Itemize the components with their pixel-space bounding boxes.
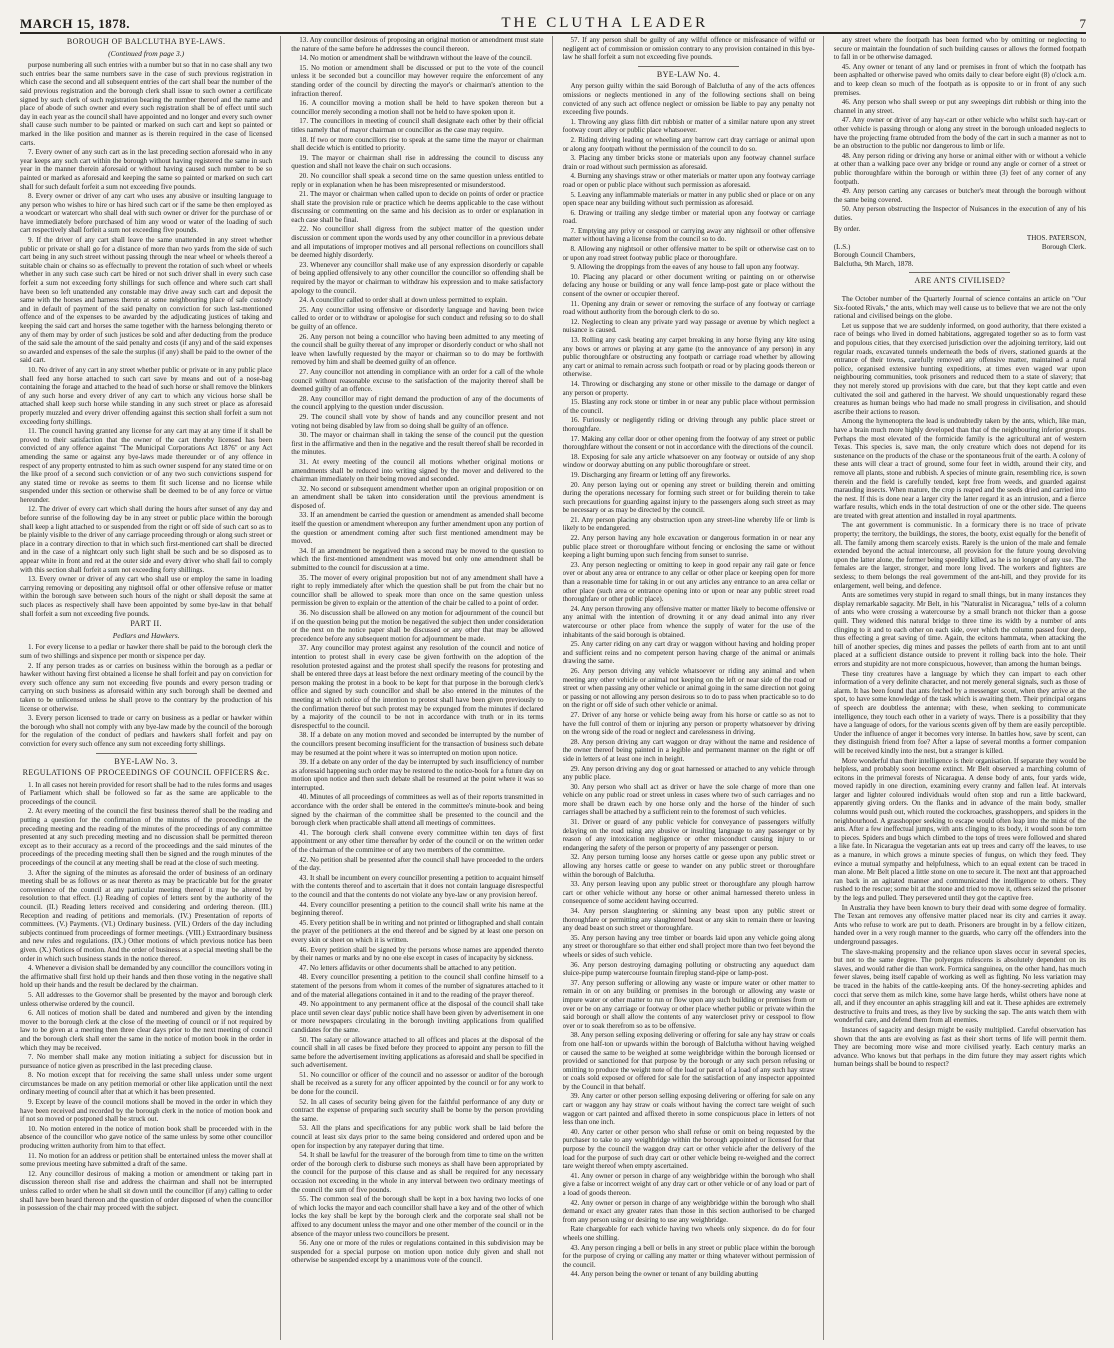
- paragraph: 33. Any person leaving upon any public street or thoroughfare any plough harrow cart or other vehicle without any horse or other animal harnessed thereto unless in consequence of some accident having occurred.: [562, 880, 815, 906]
- paragraph: 21. Any person placing any obstruction upon any street-line whereby life or limb is likely to be endangered.: [562, 515, 815, 533]
- paragraph: 1. Throwing any glass filth dirt rubbish or matter of a similar nature upon any street footway court alley or public place whatsoever.: [562, 117, 815, 135]
- paragraph: 19. The mayor or chairman shall rise in addressing the council to discuss any question and shall not leave the chair on such occasions.: [291, 153, 544, 171]
- paragraph: 3. After the signing of the minutes as aforesaid the order of business of an ordinary meeting shall be as follows or as near thereto as may be practicable but for the greater convenience of the council at any particular meeting thereof it may be altered by resolution to that effect. (I.) Reading of copies of letters sent by the authority of the council. (II.) Reading letters received and considering and ordering thereon. (III.) Reception and reading of petitions and memorials. (IV.) Presentation of reports of committees. (V.) Payments. (VI.) Ordinary business. (VII.) Orders of the day including subjects continued from proceedings of former meetings. (VIII.) Extraordinary business and new rules and regulations. (IX.) Other motions of which previous notice has been given. (X.) Notices of motion. And the order of business at a special meeting shall be the order in which such business stands in the notice thereof.: [20, 868, 273, 963]
- article-title: ARE ANTS CIVILISED?: [914, 276, 1006, 286]
- bylaws-heading: BOROUGH OF BALCLUTHA BYE-LAWS.: [66, 37, 226, 46]
- paragraph: 34. If an amendment be negatived then a second may be moved to the question to which the first-mentioned amendment was moved but only one amendment shall be submitted to the council for discussion at a time.: [291, 546, 544, 573]
- signatory: THOS. PATERSON,: [1026, 234, 1086, 243]
- paragraph: 18. Exposing for sale any article whatsoever on any footway or outside of any shop window or doorway abutting on any public thoroughfare or street.: [562, 452, 815, 470]
- paragraph: 10. No motion entered in the notice of motion book shall be proceeded with in the absence of the councillor who gave notice of the same unless by some other councillor producing written authority from him to that effect.: [20, 1124, 273, 1151]
- paragraph: 19. Discharging any firearm or letting off any fireworks.: [570, 470, 731, 479]
- paragraph: 4. Burning any shavings straw or other materials or matter upon any footway carriage road or open or public place without such permission as aforesaid.: [562, 172, 815, 189]
- paragraph: 5. All addresses to the Governor shall be presented by the mayor and borough clerk unless otherwise ordered by the council.: [20, 990, 273, 1008]
- paragraph: 46. Any person who shall sweep or put any sweepings dirt rubbish or thing into the channel in any street.: [833, 98, 1086, 115]
- paragraph: 3. Every person licensed to trade or carry on business as a pedlar or hawker within the borough who shall not comply with any bye-law made by the council of the borough for the regulation of the conduct of pedlars and hawkers shall forfeit and pay on conviction for every such offence any sum not exceeding forty shillings.: [20, 714, 273, 748]
- paragraph: 36. Any person destroying damaging polluting or obstructing any aqueduct dam sluice-pipe pump watercourse fountain fireplug stand-pipe or lamp-post.: [562, 960, 815, 978]
- paragraph: 12. Neglecting to clean any private yard way passage or avenue by which neglect a nuisance is caused.: [562, 317, 815, 335]
- paragraph: 46. Every petition shall be signed by the persons whose names are appended thereto by their names or marks and by no one else except in cases of incapacity by sickness.: [291, 945, 544, 963]
- paragraph: 17. The councillors in meeting of council shall designate each other by their official titles namely that of mayor chairman or councillor as the case may require.: [291, 117, 544, 134]
- paragraph: 31. Driver or guard of any public vehicle for conveyance of passengers wilfully delaying on the road using any abusive or insulting language to any passenger or by reason of any intoxication negligence or other misconduct causing injury to or endangering the safety of the person or property of any passenger or person.: [562, 818, 815, 852]
- part2-body: [20, 643, 272, 748]
- paragraph: Rate chargeable for each vehicle having two wheels only sixpence. do do for four wheels one shilling.: [562, 1225, 815, 1242]
- paragraph: 55. The common seal of the borough shall be kept in a box having two locks of one of which locks the mayor and each councillor shall have a key and of the other of which locks the key shall be kept by the borough clerk and the corporate seal shall not be affixed to any document unless the mayor and one other member of the council or in the absence of the mayor unless two councillors be present.: [291, 1195, 544, 1238]
- paragraph: 9. Except by leave of the council motions shall be moved in the order in which they have been received and recorded by the borough clerk in the notice of motion book and if not so moved or postponed shall be struck out.: [20, 1098, 273, 1124]
- paragraph: 13. Rolling any cask beating any carpet breaking in any horse flying any kite using any bows or arrows or playing at any game (to the annoyance of any person) in any public thoroughfare or obstructing any footpath or carriage road whether by allowing any cart or animal to remain across such footpath or road or by placing goods thereon or otherwise.: [562, 336, 815, 379]
- paragraph: 31. At every meeting of the council all motions whether original motions or amendments shall be reduced into writing signed by the mover and delivered to the chairman immediately on their being moved and seconded.: [291, 457, 544, 484]
- paragraph: 23. Whenever any councillor shall make use of any expression disorderly or capable of being applied offensively to any other councillor the councillor so offending shall be required by the mayor or chairman to withdraw his expression and to make satisfactory apology to the council.: [291, 260, 544, 295]
- paragraph: These tiny creatures have a language by which they can impart to each other information of a very definite character, and not merely general signals, such as those of alarm. It has been found that ants fetched by a messenger scout, when they arrive at the spot, to have some knowledge of the task which is awaiting them. Their principal organs of speech are doubtless the antennæ; with these, when seeking to communicate intelligence, they touch each other in a variety of ways. There is a possibility that they have a language of odors, for the various scents given off by them are easily perceptible. Under the influence of anger it becomes very intense. In battles how, save by scent, can they distinguish friend from foe? After a lapse of several months a former companion will be received kindly into the nest, but a stranger is killed.: [833, 669, 1086, 755]
- paragraph: 8. No motion except that for receiving the same shall unless under some urgent circumstances be made on any petition memorial or other like application until the next ordinary meeting of council after that at which it has been presented.: [20, 1071, 273, 1097]
- paragraph: 35. The mover of every original proposition but not of any amendment shall have a right to reply immediately after which the question shall be put from the chair but no councillor shall be allowed to speak more than once on the same question unless permission be given to explain or the attention of the chair be called to a point of order.: [291, 573, 544, 608]
- paragraph: 7. No member shall make any motion initiating a subject for discussion but in pursuance of notice given as prescribed in the last preceding clause.: [20, 1053, 273, 1070]
- paragraph: 39. Any carter or other person selling exposing delivering or offering for sale on any cart or waggon any hay straw or coals without having the correct tare weight of such waggon or cart painted and affixed thereto in some conspicuous place in letters of not less than one inch.: [562, 1092, 815, 1127]
- article-body: [834, 295, 1086, 1069]
- paragraph: 38. If a debate on any motion moved and seconded be interrupted by the number of the councillors present becoming insufficient for the transaction of business such debate may be resumed at the point where it was so interrupted on motion upon notice.: [291, 731, 544, 757]
- paragraph: 49. No appointment to any permanent office at the disposal of the council shall take place until seven clear days' public notice shall have been given by advertisement in one or more newspapers circulating in the borough inviting applications from qualified candidates for the same.: [291, 1000, 544, 1034]
- paragraph: 18. If two or more councillors rise to speak at the same time the mayor or chairman shall decide which is entitled to priority.: [291, 135, 544, 153]
- paragraph: 3. Placing any timber bricks stone or materials upon any footway channel surface drain or road without such permission as aforesaid.: [562, 154, 815, 171]
- paragraph: 47. Any owner or driver of any hay-cart or other vehicle who whilst such hay-cart or other vehicle is passing through or along any street in the borough unloaded neglects to have the projecting frame obtruded from the body of the cart in such a manner as not to be an obstruction to the public nor dangerous to limb or life.: [833, 116, 1086, 151]
- paragraph: 25. Any councillor using offensive or disorderly language and having been twice called to order or to withdraw or apologise for such conduct and refusing so to do shall be guilty of an offence.: [291, 305, 544, 331]
- paragraph: 8. Allowing any nightsoil or other offensive matter to be spilt or otherwise cast on to or upon any road street footway public place or thoroughfare.: [562, 245, 815, 262]
- paragraph: 44. Every councillor presenting a petition to the council shall write his name at the beginning thereof.: [291, 900, 544, 918]
- paragraph: 7. Emptying any privy or cesspool or carrying away any nightsoil or other offensive matter without having a license from the council so to do.: [562, 226, 815, 244]
- paragraph: The slave-making propensity and the reliance upon slaves occur in several species, but not to the same degree. The polyergus rufescens is absolutely dependent on its slaves, and would rather die than work. Formica sanguinea, on the other hand, has much fewer slaves, being itself capable of working as well as fighting. No less variation may be traced in the habits of the cattle-keeping ants. Of the honey-secreting aphides and cocci that serve them as milch kine, some have large herds, whilst others have none at all, and if they encounter an aphis straggling kill and eat it. These aphides are extremely destructive to fruits and trees, as they live by sucking the sap. The ants watch them with wonderful care, and defend them from all enemies.: [833, 947, 1086, 1025]
- paragraph: 43. Any person ringing a bell or bells in any street or public place within the borough for the purpose of crying or calling any matter or thing whatever without permission of the council.: [562, 1243, 815, 1269]
- masthead: [20, 6, 1086, 34]
- paragraph: 25. Any carter riding on any cart dray or waggon without having and holding proper and sufficient reins and no competent person having charge of the animal or animals drawing the same.: [562, 640, 815, 666]
- paragraph: 9. Allowing the droppings from the eaves of any house to fall upon any footway.: [570, 263, 799, 272]
- paragraph: 1. In all cases not herein provided for resort shall be had to the rules forms and usages of Parliament which shall be followed so far as the same are applicable to the proceedings of the council.: [20, 780, 273, 806]
- paragraph: 12. The driver of every cart which shall during the hours after sunset of any day and before sunrise of the following day be in any street or public place within the borough shall keep a light attached to or suspended from the right or off side of such cart so as to be plainly visible to the driver of any carriage proceeding through or along such street or place in a contrary direction to that in which such first-mentioned cart shall be directed and in the case of a nightcart only such light shall be such and be so disposed as to appear white in front and red at the outer side and every driver who shall fail to comply with this section shall forfeit a sum not exceeding forty shillings.: [20, 505, 273, 574]
- paragraph: 40. Minutes of all proceedings of committees as well as of their reports transmitted in accordance with the order shall be entered in the committee's minute-book and being signed by the chairman of the committee shall be presented to the council and the borough clerk when practicable shall attend all meetings of committees.: [291, 793, 544, 828]
- paragraph: 9. If the driver of any cart shall leave the same unattended in any street whether public or private or shall go for a distance of more than two yards from the side of such cart being in any such street without passing through the near wheel or wheels thereof a suitable chain or chains so as effectually to prevent the rotation of such wheel or wheels whether in any such case such cart be hired or not such driver shall in every such case forfeit a sum not exceeding forty shillings for such offence and where such cart shall have been so left unattended any constable may drive away such cart and deposit the same with the horses and harness thereto at some neighbouring place of safe custody and in default of payment of the said penalty on conviction for such last-mentioned offence and of the expenses to be awarded by the adjudicating justices of taking and keeping the said cart and horses the same together with the harness belonging thereto or any of them may by order of such justices be sold and after deducting from the produce of the said sale the amount of the said penalty and costs (if any) and of the said expenses so awarded and expenses of the sale the surplus (if any) shall be paid to the owner of the said cart.: [20, 236, 273, 365]
- paragraph: 51. No councillor or officer of the council and no assessor or auditor of the borough shall be received as a surety for any officer appointed by the council or for any work to be done for the council.: [291, 1070, 544, 1097]
- paragraph: 28. Any councillor may of right demand the production of any of the documents of the council applying to the question under discussion.: [291, 394, 544, 412]
- part2-heading: PART II.: [130, 619, 162, 629]
- paragraph: 37. Any councillor may protest against any resolution of the council and notice of intention to protest shall in every case be given forthwith on the adoption of the resolution protested against and the protest shall specify the reasons for protesting and shall be entered three days at least before the next ordinary meeting of the council by the person making the protest in a book to be kept for that purpose in the borough clerk's office and signed by such councillor and shall be also entered in the minutes of the meeting at which notice of the intention to protest shall have been given previously to the confirmation thereof but such protest may be expunged from the minutes if declared by a majority of the council to be not in accordance with truth or in its terms disrespectful to the council.: [291, 644, 544, 730]
- paragraph: 45. Every petition shall be in writing and not printed or lithographed and shall contain the prayer of the petitioners at the end thereof and be signed by at least one person on every skin or sheet on which it is written.: [291, 918, 544, 944]
- paragraph: 29. Any person driving any dog or goat harnessed or attached to any vehicle through any public place.: [562, 764, 815, 782]
- paragraph: 6. All notices of motion shall be dated and numbered and given by the intending mover to the borough clerk at the close of the meeting of council or if not required by law to be given at a meeting then three clear days prior to the next meeting of council and the borough clerk shall enter the same in the notice of motion book in the order in which they may be received.: [20, 1009, 273, 1052]
- paragraph: 49. Any person carting any carcases or butcher's meat through the borough without the same being covered.: [833, 187, 1086, 204]
- seal-mark: (L.S.): [833, 242, 851, 251]
- bylaw4-body-continued: [834, 36, 1086, 222]
- paragraph: 11. No motion for an address or petition shall be entertained unless the mover shall at some previous meeting have submitted a draft of the same.: [20, 1151, 273, 1169]
- continued-note: (Continued from page 3.): [108, 48, 185, 58]
- paragraph: purpose numbering all such entries with a number but so that in no case shall any two such entries bear the same numbers save in the case of such previous registration in which case the second and all subsequent entries of the cart shall bear the number of the said previous registration and the borough clerk shall issue to such owner a certificate signed by such clerk of such registration bearing the number thereof and the name and place of abode of such owner and every such registration shall be of effect until such day in each year as the council shall have appointed and no longer and every such owner shall cause such number to be painted or marked on such cart and kept so painted or marked in the like position and manner as is therein required in the case of licensed carts.: [20, 61, 273, 147]
- paragraph: 13. Every owner or driver of any cart who shall use or employ the same in loading carrying removing or depositing any nightsoil offal or other offensive refuse or matter within the borough save between such hours of the night or shall deposit the same at such places as respectively shall have been appointed by some bye-law in that behalf shall forfeit a sum not exceeding five pounds.: [20, 575, 273, 618]
- paragraph: 16. A councillor moving a motion shall be held to have spoken thereon but a councillor merely seconding a motion shall not be held to have spoken upon it.: [291, 99, 544, 116]
- paragraph: 50. Any person obstructing the Inspector of Nuisances in the execution of any of his duties.: [833, 205, 1086, 222]
- paragraph: 22. No councillor shall digress from the subject matter of the question under discussion or comment upon the words used by any other councillor in a previous debate and all imputations of improper motives and all personal reflections on councillors shall be deemed highly disorderly.: [291, 225, 544, 260]
- column-4: [834, 36, 1086, 1340]
- paragraph: 20. No councillor shall speak a second time on the same question unless entitled to reply or in explanation when he has been misrepresented or misunderstood.: [291, 171, 544, 189]
- paragraph: 22. Any person having any hole excavation or dangerous formation in or near any public place street or thoroughfare without fencing or enclosing the same or without keeping a light burning upon such fencing from sunset to sunrise.: [562, 534, 815, 560]
- paragraph: 11. The council having granted any license for any cart may at any time if it shall be proved to their satisfaction that the owner of the cart thereby licensed has been convicted of any offence against "The Municipal Corporations Act 1876" or any Act amending the same or against any bye-laws made thereunder or of any offence in respect of any property entrusted to him as such owner suspend for any stated time or on the like proof of a second such conviction or of any two such convictions suspend for any stated time or revoke as seems to them fit such license and no license while suspended under this section or otherwise shall be deemed to be of any force or virtue hereunder.: [20, 427, 273, 504]
- paragraph: 41. The borough clerk shall convene every committee within ten days of first appointment or any other time thereafter by order of the council or on the written order of the chairman of the committee or of any two members of the committee.: [291, 828, 544, 855]
- paragraph: Let us suppose that we are suddenly informed, on good authority, that there existed a race of beings who lived in domed habitations, aggregated together so as to form vast and populous cities, that they exercised jurisdiction over the adjoining territory, laid out regular roads, excavated tunnels underneath the beds of rivers, stationed guards at the entrance of their towns, carefully removed any offensive matter, maintained a rural police, organised extensive hunting expeditions, at times even waged war upon neighbouring communities, took prisoners and reduced them to a state of slavery; that they not merely stored up provisions with due care, but that they kept cattle and even cultivated the soil and gathered in the harvest. We should unquestionably regard these creatures as human beings who had made no small progress in civilisation, and should ascribe their actions to reason.: [833, 321, 1086, 416]
- signature-block: [834, 225, 1086, 268]
- paragraph: 24. Any person throwing any offensive matter or matter likely to become offensive or any animal with the intention of drowning it or any dead animal into any river watercourse or other place from whence the supply of water for the use of the inhabitants of the said borough is obtained.: [562, 604, 815, 639]
- paragraph: 32. Any person turning loose any horses cattle or geese upon any public street or allowing any horses cattle or geese to wander on any public street or thoroughfare within the borough of Balclutha.: [562, 853, 815, 879]
- paragraph: 26. Any person not being a councillor who having been admitted to any meeting of the council shall be guilty thereat of any improper or disorderly conduct or who shall not leave when lawfully requested by the mayor or chairman so to do may be forthwith removed by him and shall be deemed guilty of an offence.: [291, 332, 544, 367]
- paragraph: 29. The council shall vote by show of hands and any councillor present and not voting not being disabled by law from so doing shall be guilty of an offence.: [291, 412, 544, 430]
- paragraph: 13. Any councillor desirous of proposing an original motion or amendment must state the nature of the same before he addresses the council thereon.: [291, 36, 544, 53]
- divider: [638, 66, 739, 67]
- paragraph: 50. The salary or allowance attached to all offices and places at the disposal of the council shall in all cases be fixed before they proceed to appoint any person to fill the same before the advertisement inviting applications as aforesaid and shall be specified in such advertisement.: [291, 1035, 544, 1070]
- bylaw3-body-continued: [291, 36, 543, 1265]
- divider: [96, 753, 197, 754]
- column-3: [563, 36, 824, 1340]
- paragraph: 2. At every meeting of the council the first business thereof shall be the reading and putting a question for the confirmation of the minutes of the proceedings at the preceding meeting and the reading of the minutes of the proceedings of any committee presented at any such preceding meeting and no discussion shall be permitted thereon except as to their accuracy as a record of the proceedings and the said minutes of the proceedings of the preceding meeting shall then be signed and the rough minutes of the proceedings of the council at any meeting shall be read at the close of such meeting.: [20, 807, 273, 868]
- paragraph: 10. No driver of any cart in any street whether public or private or in any public place shall feed any horse attached to such cart save by means and out of a nose-bag containing the forage and attached to the head of such horse or shall remove the blinkers of any such horse and every driver of any cart to which any vicious horse shall be attached shall keep such horse while standing in any such street or place as aforesaid properly muzzled and every driver offending against this section shall forfeit a sum not exceeding forty shillings.: [20, 365, 273, 426]
- paragraph: 27. Driver of any horse or vehicle being away from his horse or cattle so as not to have the full control of them or injuring any person or property whatsoever by driving on the wrong side of the road or neglect and carelessness in driving.: [562, 710, 815, 737]
- paragraph: 34. Any person slaughtering or skinning any beast upon any public street or thoroughfare or permitting any slaughtered beast or any skin to remain there or leaving any dead beast on such street or thoroughfare.: [562, 907, 815, 933]
- paragraph: 43. It shall be incumbent on every councillor presenting a petition to acquaint himself with the contents thereof and to ascertain that it does not contain language disrespectful to the council and that the contents do not violate any bye-law or any provision hereof.: [291, 873, 544, 899]
- column-1: [20, 36, 281, 1340]
- paragraph: 32. No second or subsequent amendment whether upon an original proposition or on an amendment shall be taken into consideration until the previous amendment is disposed of.: [291, 484, 544, 510]
- paragraph: Among the hymenoptera the lead is undoubtedly taken by the ants, which, like man, have a brain much more highly developed than that of the neighbouring inferior groups. Perhaps the most elevated of the formicide family is the agricultural ant of western Texas. This species is, save man, the only creature which does not depend for its sustenance on the products of the chase or the spontaneous fruit of the earth. A colony of these ants will clear a tract of ground, some four feet in width, around their city, and remove all plants, stone and rubbish. A species of minute grain, resembling rice, is sown therein and the field is carefully tended, kept free from weeds, and guarded against marauding insects. When mature, the crop is reaped and the seeds dried and carried into the nest. If this is done near a larger city the latter regard it as an intrusion, and a fierce warfare results, which ends in the total destruction of one or the other side. The queens are treated with great attention and installed in royal apartments.: [833, 417, 1086, 520]
- paragraph: 7. Every owner of any such cart as in the last preceding section aforesaid who in any year keeps any such cart within the borough without having registered the same in such year in the manner therein aforesaid or without having caused such number to be so painted or marked as aforesaid and keeping the same so painted or marked on such cart shall for such default forfeit a sum not exceeding five pounds.: [20, 148, 273, 191]
- paragraph: 14. No motion or amendment shall be withdrawn without the leave of the council.: [299, 54, 532, 63]
- columns: [20, 36, 1086, 1340]
- paragraph: 39. If a debate on any order of the day be interrupted by such insufficiency of number as aforesaid happening such order may be restored to the notice-book for a future day on motion upon notice and then such debate shall be resumed at the point where it was so interrupted.: [291, 758, 544, 792]
- bylaw4-heading: BYE-LAW No. 4.: [656, 69, 721, 79]
- bylaw4-body: [563, 82, 815, 1279]
- divider: [909, 290, 1010, 291]
- paragraph: 10. Placing any placard or other document writing or painting on or otherwise defacing any house or building or any wall fence lamp-post gate or place without the consent of the owner or occupier thereof.: [562, 272, 815, 299]
- paragraph: 15. Blasting any rock stone or timber in or near any public place without permission of the council.: [562, 398, 815, 415]
- address-line-1: Borough Council Chambers,: [833, 251, 916, 260]
- paragraph: 53. All the plans and specifications for any public work shall be laid before the council at least six days prior to the same being considered and ordered upon and be open for inspection by any ratepayer during that time.: [291, 1124, 544, 1150]
- paragraph: 42. Any owner or person in charge of any weighbridge within the borough who shall demand or exact any greater rates than those in this section authorised to be charged from any person using or desiring to use any weighbridge.: [562, 1198, 815, 1224]
- paragraph: The October number of the Quarterly Journal of science contains an article on "Our Six-footed Rivals," the ants, which may well cause us to believe that we are not the only rational and civilised beings on the globe.: [833, 295, 1086, 321]
- paragraph: 24. A councillor called to order shall at down unless permitted to explain.: [299, 296, 508, 305]
- page-number: 7: [1079, 16, 1086, 31]
- paragraph: 38. Any person selling exposing delivering or offering for sale any hay straw or coals from one half-ton or upwards within the borough of Balclutha without having weighed or caused the same to be weighed at some weighbridge within the borough licensed or provided or sanctioned for that purpose by the borough or any such person refusing or omitting to produce the weight note of the load or parcel of a load of any such hay straw or coals sold exposed or offered for sale for the satisfaction of any inspector appointed by the Council in that behalf.: [562, 1031, 815, 1091]
- paragraph: 30. Any person who shall act as driver or have the sole charge of more than one vehicle on any public road or street unless in cases where two of such carriages and no more shall be drawn each by one horse only and the horse of the hinder of such carriages shall be attached by a sufficient rein to the foremost of such vehicles.: [562, 782, 815, 817]
- signatory-title: Borough Clerk.: [1041, 242, 1086, 251]
- paragraph: 30. The mayor or chairman shall in taking the sense of the council put the question first in the affirmative and then in the negative and the result thereof shall be recorded in the minutes.: [291, 431, 544, 457]
- paragraph: Ants are sometimes very stupid in regard to small things, but in many instances they display remarkable sagacity. Mr Belt, in his "Naturalist in Nicaragua," tells of a column of ants who were crossing a watercourse by a small branch not thicker than a goose quill. They widened this natural bridge to three time its width by a number of ants clinging to it and to each other on each side, over which the column passed four deep, thus effecting a great saving of time. Again, the ecitons hammata, when attacking the hill of another species, dig mines and passes the pellets of earth from ant to ant until placed at a sufficient distance outside to prevent it rolling back into the hole. Their errors and stupidity are not more conspicuous, however, than among the human beings.: [833, 591, 1086, 668]
- paragraph: 12. Any councillor desirous of making a motion or amendment or taking part in discussion thereon shall rise and address the chairman and shall not be interrupted unless called to order when he shall sit down until the councillor (if any) calling to order shall have been heard thereon and the question of order disposed of when the councillor in possession of the chair may proceed with the subject.: [20, 1169, 273, 1213]
- by-order: By order.: [833, 225, 861, 234]
- paragraph: 36. No discussion shall be allowed on any motion for adjournment of the council but if on the question being put the motion be negatived the subject then under consideration or the next on the notice paper shall be discussed or any other that may be allowed precedence before any subsequent motion for adjournment be made.: [291, 609, 544, 643]
- paragraph: In Australia they have been known to bury their dead with some degree of formality. The Texan ant removes any offensive matter placed near its city and carries it away. Ants who refuse to work are put to death. Prisoners are brought in by a fellow citizen, handed over in a very rough manner to the guards, who carry off the offenders into the underground passages.: [833, 903, 1086, 946]
- paragraph: 54. It shall be lawful for the treasurer of the borough from time to time on the written order of the borough clerk to disburse such moneys as shall have been appropriated by the council for the purpose of this clause and as shall be required for any necessary occasion not exceeding in the whole in any interval between two ordinary meetings of the council the sum of five pounds.: [291, 1151, 544, 1194]
- paragraph: 27. Any councillor not attending in compliance with an order for a call of the whole council without reasonable excuse to the satisfaction of the majority thereof shall be deemed guilty of an offence.: [291, 367, 544, 394]
- paragraph: 6. Drawing or trailing any sledge timber or material upon any footway or carriage road.: [562, 208, 815, 226]
- paragraph: 47. No letters affidavits or other documents shall be attached to any petition.: [299, 963, 517, 972]
- paragraph: 52. In all cases of security being given for the faithful performance of any duty or contract the expense of preparing such security shall be borne by the person providing the same.: [291, 1097, 544, 1123]
- bylaws-body: [20, 61, 272, 618]
- issue-date: MARCH 15, 1878.: [20, 16, 131, 31]
- paragraph: 20. Any person laying out or opening any street or building therein and omitting during the operations necessary for forming such street or for building therein to take such precautions for guarding against injury to the passengers along such street as may be necessary or as may be directed by the council.: [562, 480, 815, 515]
- paragraph: Instances of sagacity and design might be easily multiplied. Careful observation has shown that the ants are evolving as fast as their short terms of life will permit them. They are becoming more wise and more civilised yearly. Each century marks an advance. Who knows but that perhaps in the dim future they may assert rights which human beings shall be bound to respect?: [833, 1025, 1086, 1069]
- address-line-2: Balclutha, 9th March, 1878.: [833, 259, 914, 268]
- bylaw3-closing: [563, 36, 815, 62]
- paper-title: THE CLUTHA LEADER: [501, 15, 709, 31]
- paragraph: 40. Any carter or other person who shall refuse or omit on being requested by the purchaser to take to any weighbridge within the borough appointed or licensed for that purpose by the council the waggon dray cart or other vehicle after the delivery of the load for the purpose of such dray cart or other vehicle being re-weighed and the correct tare weight thereof when empty ascertained.: [562, 1127, 815, 1171]
- paragraph: The ant government is communistic. In a formicary there is no trace of private property; the territory, the buildings, the stores, the booty, exist equally for the benefit of all. The family among them scarcely exists. Rarely is the union of the male and female extended beyond the actual intercourse, all provision for the future young devolving upon the latter alone, the former being speedily killed, as he is no longer of any use. The females are the larger, stronger, and more long lived. The workers and fighters are sexless; to them belongs the real government of the ant-hill, and they provide for its enlargement, well being, and defence.: [833, 521, 1086, 590]
- paragraph: 28. Any person driving any cart waggon or dray without the name and residence of the owner thereof being painted in a legible and permanent manner on the right or off side in letters of at least one inch in height.: [562, 737, 815, 763]
- paragraph: 2. Riding driving leading or wheeling any barrow cart dray carriage or animal upon or along any footpath without the permission of the council to do so.: [562, 135, 815, 153]
- paragraph: 21. The mayor or chairman when called upon to decide on points of order or practice shall state the provision rule or practice which he deems applicable to the case without discussing or commenting on the same and his decision as to order or explanation in each case shall be final.: [291, 190, 544, 224]
- paragraph: 48. Any person riding or driving any horse or animal either with or without a vehicle at other than a walking pace over any bridge or round any angle or corner of a street or public thoroughfare within the borough or within three (3) feet of any corner of any footpath.: [833, 151, 1086, 186]
- paragraph: 23. Any person neglecting or omitting to keep in good repair any rail gate or fence over or about any area or entrance to any cellar or other place or keeping open for more than a reasonable time for taking in or out any articles any entrance to an area cellar or other place (such area or entrance opening into or upon or near any public street road thoroughfare or other public place).: [562, 560, 815, 604]
- part2-subheading: Pedlars and Hawkers.: [112, 630, 180, 640]
- paragraph: Any person guilty within the said Borough of Balclutha of any of the acts offences omissions or neglects mentioned in any of the following sections shall on being convicted of any such act offence neglect or omission be liable to pay any penalty not exceeding five pounds.: [562, 82, 815, 117]
- bylaw3-heading: BYE-LAW No. 3.: [114, 756, 178, 766]
- paragraph: any street where the footpath has been formed who by omitting or neglecting to secure or maintain the foundation of such building causes or allows the formed footpath to fall in or be otherwise damaged.: [833, 36, 1086, 62]
- paragraph: 56. Any one or more of the rules or regulations contained in this subdivision may be suspended for a special purpose on motion upon notice duly given and shall not otherwise be suspended except by a unanimous vote of the council.: [291, 1239, 544, 1265]
- paragraph: 45. Any owner or tenant of any land or premises in front of which the footpath has been asphalted or otherwise paved who omits daily to clear before eight (8) o'clock a.m. and to keep clean so much of the footpath as is opposite to or in front of any such premises.: [833, 62, 1086, 97]
- paragraph: 17. Making any cellar door or other opening from the footway of any street or public thoroughfare without the consent or not in accordance with the directions of the council.: [562, 434, 815, 452]
- bylaw3-title: REGULATIONS OF PROCEEDINGS OF COUNCIL OFFICERS &c.: [22, 768, 270, 778]
- paragraph: More wonderful than their intelligence is their organisation. If separate they would be helpless, and probably soon become extinct. Mr Belt observed a marching column of ecitons in the primeval forests of Nicaragua. A dense body of ants, four yards wide, moved rapidly in one direction, examining every cranny and fallen leaf. At intervals larger and lighter coloured individuals would often stop and run a little backward, apparently giving orders. On the flanks and in advance of the main body, smaller columns would push out, which routed the cockroaches, grasshoppers, and spiders in the neighbourhood. A grasshopper seeking to escape would often leap into the midst of the ants. After a few ineffectual jumps, with ants clinging to its body, it would soon be torn to pieces. Spiders and bugs which climbed to the tops of trees were followed and shared a like fate. In Nicaragua the vegetarian ants eat up trees and carry off the leaves, to use as a manure, in which grows a minute species of fungus, on which they feed. They evince a mutual sympathy and helpfulness, which to an equal extent can be traced in man alone. Mr Belt placed a little stone on one to secure it. The next ant that approached ran back in an agitated manner and communicated the intelligence to others. They rushed to the rescue; some bit at the stone and tried to move it, others seized the prisoner by the legs and pulled. They persevered until they got the captive free.: [833, 756, 1086, 902]
- column-2: [291, 36, 552, 1340]
- paragraph: 41. Any owner or person in charge of any weighbridge within the borough who shall give a false or incorrect weight of any dray cart or other vehicle or of any load or part of a load of goods thereon.: [562, 1171, 815, 1197]
- paragraph: 16. Furiously or negligently riding or driving through any public place street or thoroughfare.: [562, 416, 815, 433]
- paragraph: 44. Any person being the owner or tenant of any building abutting: [570, 1270, 759, 1279]
- divider: [909, 272, 1010, 273]
- paragraph: 1. For every license to a pedlar or hawker there shall be paid to the borough clerk the sum of two shillings and sixpence per month or sixpence per day.: [20, 643, 273, 660]
- paragraph: 35. Any person having any tree timber or boards laid upon any vehicle going along any street or thoroughfare so that either end shall project more than two feet beyond the wheels or sides of such vehicle.: [562, 933, 815, 959]
- paragraph: 4. Whenever a division shall be demanded by any councillor the councillors voting in the affirmative shall first hold up their hands and then those voting in the negative shall hold up their hands and the result be declared by the chairman.: [20, 964, 273, 990]
- paragraph: 57. If any person shall be guilty of any wilful offence or misfeasance of wilful or negligent act of commission or omission contrary to any provision contained in this bye-law he shall forfeit a sum not exceeding five pounds.: [562, 36, 815, 62]
- paragraph: 33. If an amendment be carried the question or amendment as amended shall become itself the question or amendment whereupon any further amendment upon any portion of the question or amendment coming after such first mentioned amendment may be moved.: [291, 511, 544, 546]
- paragraph: 14. Throwing or discharging any stone or other missile to the damage or danger of any person or property.: [562, 379, 815, 397]
- paragraph: 37. Any person suffering or allowing any waste or impure water or other matter to remain in or on any building or premises in the borough or allowing any waste or impure water or other matter to run or flow upon any such building or premises from or over or be on any carriage or footway or other place whether public or private within the said borough or shall allow the contents of any watercloset privy or cesspool to flow over or to soak therefrom so as to be offensive.: [562, 978, 815, 1030]
- paragraph: 26. Any person driving any vehicle whatsoever or riding any animal and when meeting any other vehicle or animal not keeping on the left or near side of the road or street or when passing any other vehicle or animal going in the same direction not going or passing or not allowing any person desirous so to do to pass when practicable so to do on the right or off side of such other vehicle or animal.: [562, 666, 815, 710]
- paragraph: 48. Every councillor presenting a petition to the council shall confine himself to a statement of the persons from whom it comes of the number of signatures attached to it and of the material allegations contained in it and to the reading of the prayer thereof.: [291, 973, 544, 999]
- paragraph: 8. Every owner or driver of any cart who uses any abusive or insulting language to any person who wishes to hire or has hired such cart or if the same be then employed as a woodcart or watercart who shall deal with such owner or driver for the purchase of or have immediately before purchased of him any wood or water of the loading of such cart respectively shall forfeit a sum not exceeding five pounds.: [20, 192, 273, 235]
- paragraph: 42. No petition shall be presented after the council shall have proceeded to the orders of the day.: [291, 855, 544, 873]
- paragraph: 15. No motion or amendment shall be discussed or put to the vote of the council unless it be seconded but a councillor may however require the enforcement of any standing order of the council by directing the mayor's or chairman's attention to the infraction thereof.: [291, 63, 544, 98]
- bylaw3-body: [20, 781, 272, 1213]
- paragraph: 2. If any person trades as or carries on business within the borough as a pedlar or hawker without having first obtained a license he shall forfeit and pay on conviction for every such offence any sum not exceeding five pounds and every person trading or carrying on such business as aforesaid within any such borough shall be deemed and taken to be unlicensed unless he shall prove to the contrary by the production of his license or otherwise.: [20, 661, 273, 713]
- paragraph: 11. Opening any drain or sewer or removing the surface of any footway or carriage road without authority from the borough clerk to do so.: [562, 299, 815, 317]
- paragraph: 5. Leaving any inflammable materials or matter in any public shed or place or on any open space near any building without such permission as aforesaid.: [562, 190, 815, 208]
